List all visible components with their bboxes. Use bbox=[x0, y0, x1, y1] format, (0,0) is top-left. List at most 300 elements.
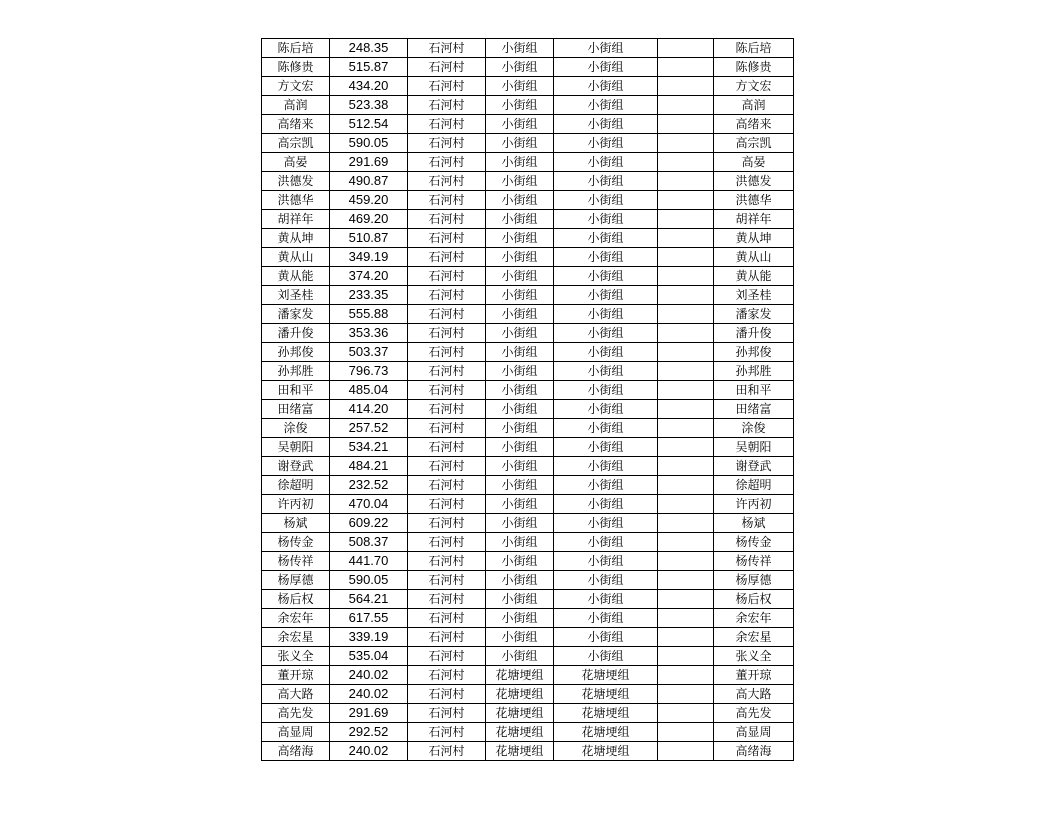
village-cell: 石河村 bbox=[408, 647, 486, 666]
table-row bbox=[262, 400, 794, 419]
table-row bbox=[262, 476, 794, 495]
village-cell: 石河村 bbox=[408, 400, 486, 419]
blank-cell bbox=[658, 457, 714, 476]
group-cell: 小街组 bbox=[486, 324, 554, 343]
area-cell: 240.02 bbox=[330, 742, 408, 761]
village-cell: 石河村 bbox=[408, 533, 486, 552]
table-row bbox=[262, 609, 794, 628]
name-cell: 田绪富 bbox=[262, 400, 330, 419]
group-cell: 小街组 bbox=[486, 438, 554, 457]
group-cell: 小街组 bbox=[486, 362, 554, 381]
name-cell: 潘升俊 bbox=[262, 324, 330, 343]
name-cell: 黄从山 bbox=[262, 248, 330, 267]
signature-cell: 涂俊 bbox=[714, 419, 794, 438]
group-cell-2: 小街组 bbox=[554, 552, 658, 571]
group-cell-2: 小街组 bbox=[554, 343, 658, 362]
blank-cell bbox=[658, 39, 714, 58]
table-row bbox=[262, 704, 794, 723]
signature-cell: 高显周 bbox=[714, 723, 794, 742]
table-row bbox=[262, 419, 794, 438]
area-cell: 564.21 bbox=[330, 590, 408, 609]
area-cell: 257.52 bbox=[330, 419, 408, 438]
name-cell: 洪德发 bbox=[262, 172, 330, 191]
name-cell: 杨厚德 bbox=[262, 571, 330, 590]
group-cell-2: 小街组 bbox=[554, 39, 658, 58]
signature-cell: 孙邦俊 bbox=[714, 343, 794, 362]
blank-cell bbox=[658, 229, 714, 248]
blank-cell bbox=[658, 305, 714, 324]
area-cell: 248.35 bbox=[330, 39, 408, 58]
signature-cell: 许丙初 bbox=[714, 495, 794, 514]
blank-cell bbox=[658, 628, 714, 647]
blank-cell bbox=[658, 723, 714, 742]
table-row bbox=[262, 552, 794, 571]
roster-sheet bbox=[261, 38, 793, 761]
area-cell: 233.35 bbox=[330, 286, 408, 305]
group-cell: 小街组 bbox=[486, 514, 554, 533]
name-cell: 孙邦胜 bbox=[262, 362, 330, 381]
village-cell: 石河村 bbox=[408, 666, 486, 685]
group-cell-2: 小街组 bbox=[554, 96, 658, 115]
group-cell-2: 小街组 bbox=[554, 191, 658, 210]
name-cell: 高润 bbox=[262, 96, 330, 115]
group-cell: 小街组 bbox=[486, 571, 554, 590]
signature-cell: 高宗凯 bbox=[714, 134, 794, 153]
village-cell: 石河村 bbox=[408, 248, 486, 267]
name-cell: 谢登武 bbox=[262, 457, 330, 476]
village-cell: 石河村 bbox=[408, 457, 486, 476]
village-cell: 石河村 bbox=[408, 267, 486, 286]
group-cell: 小街组 bbox=[486, 609, 554, 628]
signature-cell: 高润 bbox=[714, 96, 794, 115]
name-cell: 刘圣桂 bbox=[262, 286, 330, 305]
name-cell: 孙邦俊 bbox=[262, 343, 330, 362]
group-cell: 小街组 bbox=[486, 476, 554, 495]
village-cell: 石河村 bbox=[408, 172, 486, 191]
group-cell: 小街组 bbox=[486, 552, 554, 571]
group-cell-2: 小街组 bbox=[554, 305, 658, 324]
table-row bbox=[262, 590, 794, 609]
group-cell-2: 小街组 bbox=[554, 514, 658, 533]
village-cell: 石河村 bbox=[408, 381, 486, 400]
area-cell: 469.20 bbox=[330, 210, 408, 229]
group-cell-2: 小街组 bbox=[554, 628, 658, 647]
village-cell: 石河村 bbox=[408, 134, 486, 153]
area-cell: 339.19 bbox=[330, 628, 408, 647]
name-cell: 杨传祥 bbox=[262, 552, 330, 571]
signature-cell: 徐超明 bbox=[714, 476, 794, 495]
signature-cell: 孙邦胜 bbox=[714, 362, 794, 381]
signature-cell: 杨后权 bbox=[714, 590, 794, 609]
group-cell: 小街组 bbox=[486, 229, 554, 248]
signature-cell: 黄从能 bbox=[714, 267, 794, 286]
table-row bbox=[262, 723, 794, 742]
table-row bbox=[262, 248, 794, 267]
signature-cell: 洪德华 bbox=[714, 191, 794, 210]
table-row bbox=[262, 305, 794, 324]
group-cell: 小街组 bbox=[486, 419, 554, 438]
area-cell: 534.21 bbox=[330, 438, 408, 457]
group-cell: 小街组 bbox=[486, 286, 554, 305]
table-row bbox=[262, 267, 794, 286]
name-cell: 高大路 bbox=[262, 685, 330, 704]
group-cell-2: 小街组 bbox=[554, 495, 658, 514]
group-cell-2: 小街组 bbox=[554, 590, 658, 609]
area-cell: 470.04 bbox=[330, 495, 408, 514]
name-cell: 董开琼 bbox=[262, 666, 330, 685]
name-cell: 高绪海 bbox=[262, 742, 330, 761]
group-cell-2: 小街组 bbox=[554, 77, 658, 96]
village-cell: 石河村 bbox=[408, 286, 486, 305]
group-cell: 小街组 bbox=[486, 115, 554, 134]
area-cell: 590.05 bbox=[330, 134, 408, 153]
group-cell: 小街组 bbox=[486, 248, 554, 267]
signature-cell: 洪德发 bbox=[714, 172, 794, 191]
area-cell: 555.88 bbox=[330, 305, 408, 324]
table-row bbox=[262, 628, 794, 647]
name-cell: 高先发 bbox=[262, 704, 330, 723]
name-cell: 杨斌 bbox=[262, 514, 330, 533]
signature-cell: 高绪海 bbox=[714, 742, 794, 761]
village-cell: 石河村 bbox=[408, 476, 486, 495]
blank-cell bbox=[658, 210, 714, 229]
group-cell: 花塘埂组 bbox=[486, 685, 554, 704]
blank-cell bbox=[658, 381, 714, 400]
name-cell: 洪德华 bbox=[262, 191, 330, 210]
group-cell: 花塘埂组 bbox=[486, 704, 554, 723]
table-row bbox=[262, 229, 794, 248]
village-cell: 石河村 bbox=[408, 191, 486, 210]
area-cell: 490.87 bbox=[330, 172, 408, 191]
table-row bbox=[262, 134, 794, 153]
village-cell: 石河村 bbox=[408, 39, 486, 58]
group-cell: 小街组 bbox=[486, 39, 554, 58]
signature-cell: 高先发 bbox=[714, 704, 794, 723]
group-cell-2: 小街组 bbox=[554, 267, 658, 286]
group-cell: 花塘埂组 bbox=[486, 723, 554, 742]
area-cell: 292.52 bbox=[330, 723, 408, 742]
group-cell: 小街组 bbox=[486, 495, 554, 514]
group-cell: 小街组 bbox=[486, 647, 554, 666]
table-row bbox=[262, 115, 794, 134]
village-cell: 石河村 bbox=[408, 590, 486, 609]
area-cell: 508.37 bbox=[330, 533, 408, 552]
table-row bbox=[262, 77, 794, 96]
signature-cell: 陈修贵 bbox=[714, 58, 794, 77]
group-cell: 小街组 bbox=[486, 191, 554, 210]
village-cell: 石河村 bbox=[408, 742, 486, 761]
signature-cell: 高晏 bbox=[714, 153, 794, 172]
blank-cell bbox=[658, 400, 714, 419]
group-cell-2: 花塘埂组 bbox=[554, 742, 658, 761]
signature-cell: 杨传金 bbox=[714, 533, 794, 552]
roster-body bbox=[262, 39, 794, 761]
blank-cell bbox=[658, 153, 714, 172]
area-cell: 485.04 bbox=[330, 381, 408, 400]
village-cell: 石河村 bbox=[408, 229, 486, 248]
village-cell: 石河村 bbox=[408, 153, 486, 172]
group-cell-2: 小街组 bbox=[554, 381, 658, 400]
table-row bbox=[262, 457, 794, 476]
group-cell-2: 小街组 bbox=[554, 229, 658, 248]
table-row bbox=[262, 58, 794, 77]
table-row bbox=[262, 514, 794, 533]
group-cell-2: 小街组 bbox=[554, 210, 658, 229]
area-cell: 796.73 bbox=[330, 362, 408, 381]
name-cell: 吴朝阳 bbox=[262, 438, 330, 457]
name-cell: 高绪来 bbox=[262, 115, 330, 134]
group-cell: 小街组 bbox=[486, 457, 554, 476]
group-cell-2: 小街组 bbox=[554, 400, 658, 419]
signature-cell: 潘家发 bbox=[714, 305, 794, 324]
group-cell-2: 花塘埂组 bbox=[554, 666, 658, 685]
name-cell: 张义全 bbox=[262, 647, 330, 666]
group-cell-2: 小街组 bbox=[554, 533, 658, 552]
blank-cell bbox=[658, 495, 714, 514]
table-row bbox=[262, 191, 794, 210]
area-cell: 515.87 bbox=[330, 58, 408, 77]
signature-cell: 田和平 bbox=[714, 381, 794, 400]
village-cell: 石河村 bbox=[408, 362, 486, 381]
group-cell: 小街组 bbox=[486, 210, 554, 229]
name-cell: 陈后培 bbox=[262, 39, 330, 58]
group-cell-2: 小街组 bbox=[554, 115, 658, 134]
group-cell-2: 小街组 bbox=[554, 438, 658, 457]
village-cell: 石河村 bbox=[408, 495, 486, 514]
blank-cell bbox=[658, 704, 714, 723]
name-cell: 杨后权 bbox=[262, 590, 330, 609]
roster-table bbox=[261, 38, 794, 761]
name-cell: 许丙初 bbox=[262, 495, 330, 514]
area-cell: 590.05 bbox=[330, 571, 408, 590]
group-cell: 小街组 bbox=[486, 172, 554, 191]
village-cell: 石河村 bbox=[408, 77, 486, 96]
village-cell: 石河村 bbox=[408, 419, 486, 438]
table-row bbox=[262, 172, 794, 191]
area-cell: 441.70 bbox=[330, 552, 408, 571]
area-cell: 535.04 bbox=[330, 647, 408, 666]
area-cell: 374.20 bbox=[330, 267, 408, 286]
signature-cell: 潘升俊 bbox=[714, 324, 794, 343]
area-cell: 512.54 bbox=[330, 115, 408, 134]
blank-cell bbox=[658, 96, 714, 115]
signature-cell: 陈后培 bbox=[714, 39, 794, 58]
blank-cell bbox=[658, 552, 714, 571]
table-row bbox=[262, 666, 794, 685]
group-cell: 小街组 bbox=[486, 96, 554, 115]
area-cell: 503.37 bbox=[330, 343, 408, 362]
group-cell-2: 小街组 bbox=[554, 362, 658, 381]
table-row bbox=[262, 324, 794, 343]
name-cell: 高宗凯 bbox=[262, 134, 330, 153]
group-cell: 小街组 bbox=[486, 628, 554, 647]
area-cell: 617.55 bbox=[330, 609, 408, 628]
blank-cell bbox=[658, 476, 714, 495]
table-row bbox=[262, 96, 794, 115]
blank-cell bbox=[658, 77, 714, 96]
table-row bbox=[262, 343, 794, 362]
blank-cell bbox=[658, 571, 714, 590]
blank-cell bbox=[658, 191, 714, 210]
name-cell: 黄从坤 bbox=[262, 229, 330, 248]
table-row bbox=[262, 742, 794, 761]
group-cell: 花塘埂组 bbox=[486, 742, 554, 761]
name-cell: 余宏年 bbox=[262, 609, 330, 628]
group-cell-2: 小街组 bbox=[554, 476, 658, 495]
table-row bbox=[262, 647, 794, 666]
blank-cell bbox=[658, 438, 714, 457]
village-cell: 石河村 bbox=[408, 628, 486, 647]
blank-cell bbox=[658, 115, 714, 134]
signature-cell: 余宏年 bbox=[714, 609, 794, 628]
blank-cell bbox=[658, 58, 714, 77]
village-cell: 石河村 bbox=[408, 438, 486, 457]
village-cell: 石河村 bbox=[408, 305, 486, 324]
blank-cell bbox=[658, 419, 714, 438]
area-cell: 240.02 bbox=[330, 685, 408, 704]
table-row bbox=[262, 210, 794, 229]
group-cell: 小街组 bbox=[486, 58, 554, 77]
area-cell: 523.38 bbox=[330, 96, 408, 115]
group-cell: 小街组 bbox=[486, 305, 554, 324]
group-cell: 小街组 bbox=[486, 533, 554, 552]
group-cell-2: 小街组 bbox=[554, 286, 658, 305]
area-cell: 434.20 bbox=[330, 77, 408, 96]
area-cell: 510.87 bbox=[330, 229, 408, 248]
group-cell-2: 小街组 bbox=[554, 419, 658, 438]
area-cell: 291.69 bbox=[330, 153, 408, 172]
table-row bbox=[262, 495, 794, 514]
blank-cell bbox=[658, 134, 714, 153]
village-cell: 石河村 bbox=[408, 324, 486, 343]
blank-cell bbox=[658, 514, 714, 533]
blank-cell bbox=[658, 685, 714, 704]
table-row bbox=[262, 571, 794, 590]
group-cell-2: 小街组 bbox=[554, 58, 658, 77]
signature-cell: 刘圣桂 bbox=[714, 286, 794, 305]
area-cell: 349.19 bbox=[330, 248, 408, 267]
name-cell: 高显周 bbox=[262, 723, 330, 742]
area-cell: 291.69 bbox=[330, 704, 408, 723]
village-cell: 石河村 bbox=[408, 210, 486, 229]
blank-cell bbox=[658, 647, 714, 666]
signature-cell: 吴朝阳 bbox=[714, 438, 794, 457]
group-cell-2: 花塘埂组 bbox=[554, 704, 658, 723]
group-cell: 小街组 bbox=[486, 590, 554, 609]
group-cell-2: 小街组 bbox=[554, 647, 658, 666]
blank-cell bbox=[658, 666, 714, 685]
group-cell-2: 花塘埂组 bbox=[554, 685, 658, 704]
name-cell: 徐超明 bbox=[262, 476, 330, 495]
name-cell: 方文宏 bbox=[262, 77, 330, 96]
signature-cell: 方文宏 bbox=[714, 77, 794, 96]
village-cell: 石河村 bbox=[408, 343, 486, 362]
name-cell: 陈修贵 bbox=[262, 58, 330, 77]
signature-cell: 余宏星 bbox=[714, 628, 794, 647]
table-row bbox=[262, 153, 794, 172]
group-cell: 小街组 bbox=[486, 77, 554, 96]
group-cell: 小街组 bbox=[486, 343, 554, 362]
group-cell-2: 小街组 bbox=[554, 571, 658, 590]
name-cell: 余宏星 bbox=[262, 628, 330, 647]
signature-cell: 董开琼 bbox=[714, 666, 794, 685]
area-cell: 609.22 bbox=[330, 514, 408, 533]
name-cell: 潘家发 bbox=[262, 305, 330, 324]
blank-cell bbox=[658, 343, 714, 362]
group-cell: 小街组 bbox=[486, 381, 554, 400]
signature-cell: 高绪来 bbox=[714, 115, 794, 134]
blank-cell bbox=[658, 533, 714, 552]
table-row bbox=[262, 39, 794, 58]
area-cell: 459.20 bbox=[330, 191, 408, 210]
table-row bbox=[262, 362, 794, 381]
area-cell: 414.20 bbox=[330, 400, 408, 419]
village-cell: 石河村 bbox=[408, 552, 486, 571]
blank-cell bbox=[658, 172, 714, 191]
name-cell: 高晏 bbox=[262, 153, 330, 172]
group-cell: 花塘埂组 bbox=[486, 666, 554, 685]
table-row bbox=[262, 685, 794, 704]
area-cell: 240.02 bbox=[330, 666, 408, 685]
area-cell: 484.21 bbox=[330, 457, 408, 476]
group-cell-2: 小街组 bbox=[554, 248, 658, 267]
signature-cell: 黄从山 bbox=[714, 248, 794, 267]
village-cell: 石河村 bbox=[408, 58, 486, 77]
village-cell: 石河村 bbox=[408, 514, 486, 533]
name-cell: 胡祥年 bbox=[262, 210, 330, 229]
name-cell: 田和平 bbox=[262, 381, 330, 400]
group-cell-2: 小街组 bbox=[554, 172, 658, 191]
signature-cell: 田绪富 bbox=[714, 400, 794, 419]
group-cell-2: 小街组 bbox=[554, 153, 658, 172]
village-cell: 石河村 bbox=[408, 723, 486, 742]
blank-cell bbox=[658, 267, 714, 286]
blank-cell bbox=[658, 742, 714, 761]
group-cell: 小街组 bbox=[486, 153, 554, 172]
signature-cell: 杨斌 bbox=[714, 514, 794, 533]
group-cell: 小街组 bbox=[486, 134, 554, 153]
group-cell-2: 小街组 bbox=[554, 324, 658, 343]
signature-cell: 高大路 bbox=[714, 685, 794, 704]
name-cell: 涂俊 bbox=[262, 419, 330, 438]
signature-cell: 胡祥年 bbox=[714, 210, 794, 229]
blank-cell bbox=[658, 248, 714, 267]
area-cell: 232.52 bbox=[330, 476, 408, 495]
area-cell: 353.36 bbox=[330, 324, 408, 343]
village-cell: 石河村 bbox=[408, 704, 486, 723]
table-row bbox=[262, 533, 794, 552]
group-cell-2: 花塘埂组 bbox=[554, 723, 658, 742]
village-cell: 石河村 bbox=[408, 571, 486, 590]
signature-cell: 黄从坤 bbox=[714, 229, 794, 248]
group-cell-2: 小街组 bbox=[554, 609, 658, 628]
village-cell: 石河村 bbox=[408, 96, 486, 115]
signature-cell: 杨厚德 bbox=[714, 571, 794, 590]
name-cell: 杨传金 bbox=[262, 533, 330, 552]
group-cell-2: 小街组 bbox=[554, 134, 658, 153]
village-cell: 石河村 bbox=[408, 115, 486, 134]
name-cell: 黄从能 bbox=[262, 267, 330, 286]
blank-cell bbox=[658, 362, 714, 381]
blank-cell bbox=[658, 324, 714, 343]
blank-cell bbox=[658, 590, 714, 609]
group-cell-2: 小街组 bbox=[554, 457, 658, 476]
group-cell: 小街组 bbox=[486, 400, 554, 419]
table-row bbox=[262, 438, 794, 457]
village-cell: 石河村 bbox=[408, 609, 486, 628]
blank-cell bbox=[658, 609, 714, 628]
signature-cell: 谢登武 bbox=[714, 457, 794, 476]
